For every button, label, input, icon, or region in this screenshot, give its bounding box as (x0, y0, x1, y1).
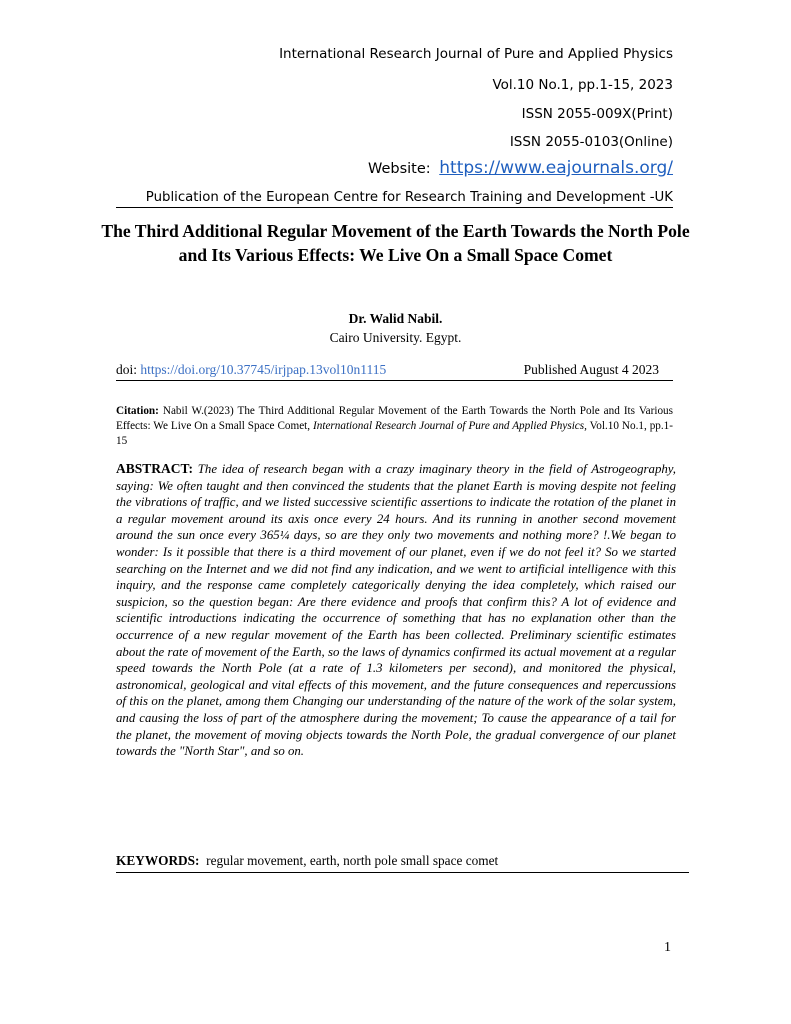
issn-print: ISSN 2055-009X(Print) (521, 106, 673, 122)
author-name: Dr. Walid Nabil. (348, 311, 443, 326)
abstract-label: ABSTRACT: (116, 461, 194, 476)
keywords-line (116, 853, 689, 873)
citation-details: Vol.10 No.1, pp.1-15 (116, 420, 673, 447)
citation-block (116, 404, 673, 449)
abstract-text: The idea of research began with a crazy imaginary theory in the field of Astrogeography, saying: We often taught and then convinced the students that the planet Earth is moving despite not feeling the vibrations of traffic, and we listed successive scientific assertions to indicate the rotation of the planet in a regular movement around its axis once every 24 hours. And its running in another second movement around the sun once every 365¼ days, so are they only two movements and nothing more? !.We began to wonder: Is it possible that there is a third movement of our planet, even if we do not feel it? So we started searching on the Internet and we did not find any indication, and we went to artificial intelligence with this inquiry, and the response came completely categorically denying the idea completely, which raised our suspicion, so the question began: Are there evidence and proofs that confirm this? A lot of evidence and scientific introductions indicating the occurrence of something that has no explanation other than the occurrence of a new regular movement of the Earth has been collected. Preliminary scientific estimates about the rate of movement of the Earth, so the laws of dynamics confirmed its actual movement at a regular speed towards the North Pole (at a rate of 1.3 kilometers per second), and monitored the physical, astronomical, geological and vital effects of this movement, and the future consequences and repercussions of this on the planet, among them Changing our understanding of the nature of the work of the solar system, and causing the loss of part of the atmosphere during the movement; To cause the appearance of a tail for the planet, the movement of moving objects towards the North Pole, the gradual convergence of our planet towards the "North Star", and so on. (116, 462, 676, 759)
website-label: Website: (367, 161, 431, 177)
doi-link[interactable]: https://doi.org/10.37745/irjpap.13vol10n1115 (140, 362, 387, 377)
journal-name: International Research Journal of Pure and Applied Physics (279, 46, 673, 62)
doi-line (116, 362, 673, 381)
citation-journal: International Research Journal of Pure and Applied Physics, (313, 420, 587, 432)
published-date: Published August 4 2023 (523, 362, 659, 377)
author-affiliation: Cairo University. Egypt. (329, 330, 462, 345)
paper-title: The Third Additional Regular Movement of the Earth Towards the North Pole and Its Various Effects: We Live On a Small Space Comet (101, 221, 690, 265)
volume-info: Vol.10 No.1, pp.1-15, 2023 (492, 77, 673, 93)
doi-label: doi: (116, 362, 138, 377)
page-number: 1 (664, 940, 671, 955)
keywords-label: KEYWORDS: (116, 853, 200, 868)
keywords-text: regular movement, earth, north pole small space comet (206, 853, 499, 868)
issn-online: ISSN 2055-0103(Online) (509, 134, 673, 150)
citation-label: Citation: (116, 405, 159, 417)
publication-line: Publication of the European Centre for Research Training and Development -UK (116, 190, 673, 208)
website-link[interactable]: https://www.eajournals.org/ (439, 158, 673, 178)
citation-text: Nabil W.(2023) The Third Additional Regular Movement of the Earth Towards the North Pole and Its Various Effects: We Live On a Small Space Comet, (116, 405, 673, 432)
abstract-block (116, 461, 676, 760)
website-line (368, 158, 673, 178)
